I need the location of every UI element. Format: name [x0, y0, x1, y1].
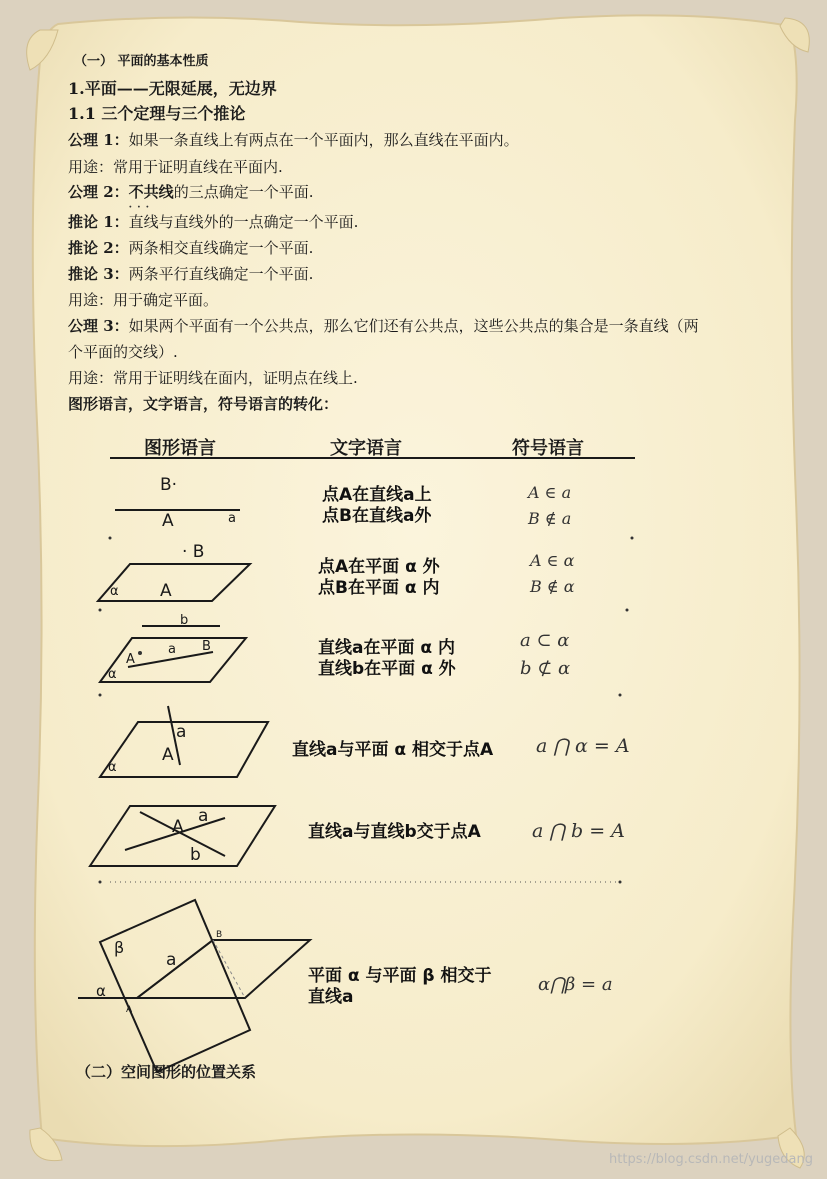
- corollary-1-text: 直线与直线外的一点确定一个平面.: [128, 213, 359, 231]
- label-A-row2: A: [160, 581, 172, 601]
- header-graphic-language: 图形语言: [144, 438, 216, 459]
- watermark: https://blog.csdn.net/yugedang: [609, 1152, 813, 1167]
- label-B-row1: B·: [160, 475, 178, 495]
- row3-text-2: 直线b在平面 α 外: [318, 659, 456, 679]
- row2-text-2: 点B在平面 α 内: [318, 578, 440, 598]
- axiom-1-label: 公理 1：: [68, 131, 129, 149]
- label-a-row3: a: [168, 642, 176, 657]
- plane-alpha-row2: [98, 564, 250, 601]
- row4-symbol: a ⋂ α = A: [536, 735, 630, 757]
- row2-text-1: 点A在平面 α 外: [318, 557, 440, 577]
- corollary-1-label: 推论 1：: [68, 213, 129, 231]
- header-symbol-language: 符号语言: [512, 438, 584, 459]
- row3-text-1: 直线a在平面 α 内: [318, 638, 455, 658]
- row5-symbol: a ⋂ b = A: [532, 820, 625, 842]
- row1-symbol-2: B ∉ a: [528, 509, 572, 528]
- axiom-2-label: 公理 2：: [68, 183, 129, 201]
- row3-symbol-2: b ⊄ α: [520, 658, 571, 679]
- label-A-row4: A: [162, 745, 174, 765]
- row6-symbol: α⋂β = a: [538, 974, 613, 995]
- axiom-2-emphasis-text: 不共线: [128, 183, 174, 201]
- label-a-row6: a: [166, 950, 177, 970]
- row6-text-1: 平面 α 与平面 β 相交于: [308, 966, 492, 986]
- axiom-3-label: 公理 3：: [68, 317, 129, 335]
- label-b-row5: b: [190, 845, 201, 865]
- emphasis-dots: ···: [128, 202, 155, 213]
- label-B-row6: B: [216, 930, 223, 940]
- row6-text-2: 直线a: [308, 987, 354, 1007]
- row2-symbol-2: B ∉ α: [530, 577, 575, 596]
- label-A-row5: A: [172, 817, 184, 837]
- corollary-2-label: 推论 2：: [68, 239, 129, 257]
- corollary-use: 用途：用于确定平面。: [68, 291, 219, 309]
- axiom-1-text: 如果一条直线上有两点在一个平面内，那么直线在平面内。: [128, 131, 519, 149]
- axiom-3-text: 如果两个平面有一个公共点，那么它们还有公共点，这些公共点的集合是一条直线（两: [128, 317, 699, 335]
- row1-text-1: 点A在直线a上: [322, 485, 432, 505]
- label-A-row1: A: [162, 511, 174, 531]
- label-A-row3: A: [126, 652, 135, 667]
- label-B-row2: · B: [182, 542, 205, 562]
- plane-beta: [100, 900, 250, 1072]
- axiom-3-use: 用途：常用于证明线在面内，证明点在线上.: [68, 369, 358, 387]
- row1-symbol-1: A ∈ a: [528, 483, 572, 502]
- row2-symbol-1: A ∈ α: [530, 551, 575, 570]
- corollary-2-text: 两条相交直线确定一个平面.: [128, 239, 314, 257]
- row5-text: 直线a与直线b交于点A: [308, 822, 481, 842]
- heading-theorems: 1.1 三个定理与三个推论: [68, 104, 246, 123]
- label-beta-row6: β: [114, 938, 125, 957]
- translation-title: 图形语言，文字语言，符号语言的转化：: [68, 395, 339, 413]
- label-a-row5: a: [198, 806, 209, 826]
- row4-text: 直线a与平面 α 相交于点A: [292, 740, 494, 760]
- axiom-3-continued: 个平面的交线）.: [68, 343, 178, 361]
- heading-basic-properties: （一） 平面的基本性质: [74, 54, 209, 69]
- header-text-language: 文字语言: [330, 438, 402, 459]
- label-B-row3: B: [202, 639, 211, 654]
- label-alpha-row3: α: [108, 667, 117, 682]
- label-A-row6: A: [126, 1005, 133, 1015]
- label-a-row1: a: [228, 511, 236, 526]
- axiom-2-text: 的三点确定一个平面.: [173, 183, 314, 201]
- row1-text-2: 点B在直线a外: [322, 506, 432, 526]
- label-a-row4: a: [176, 722, 187, 742]
- label-alpha-row2: α: [110, 584, 119, 599]
- label-b-row3: b: [180, 613, 189, 628]
- axiom-1-use: 用途：常用于证明直线在平面内.: [68, 158, 283, 176]
- label-alpha-row4: α: [108, 760, 117, 775]
- heading-spatial-relations: （二）空间图形的位置关系: [76, 1063, 257, 1081]
- row3-symbol-1: a ⊂ α: [520, 630, 570, 651]
- label-alpha-row6: α: [96, 982, 106, 1000]
- corollary-3-label: 推论 3：: [68, 265, 129, 283]
- corollary-3-text: 两条平行直线确定一个平面.: [128, 265, 314, 283]
- heading-plane: 1.平面——无限延展，无边界: [68, 79, 277, 98]
